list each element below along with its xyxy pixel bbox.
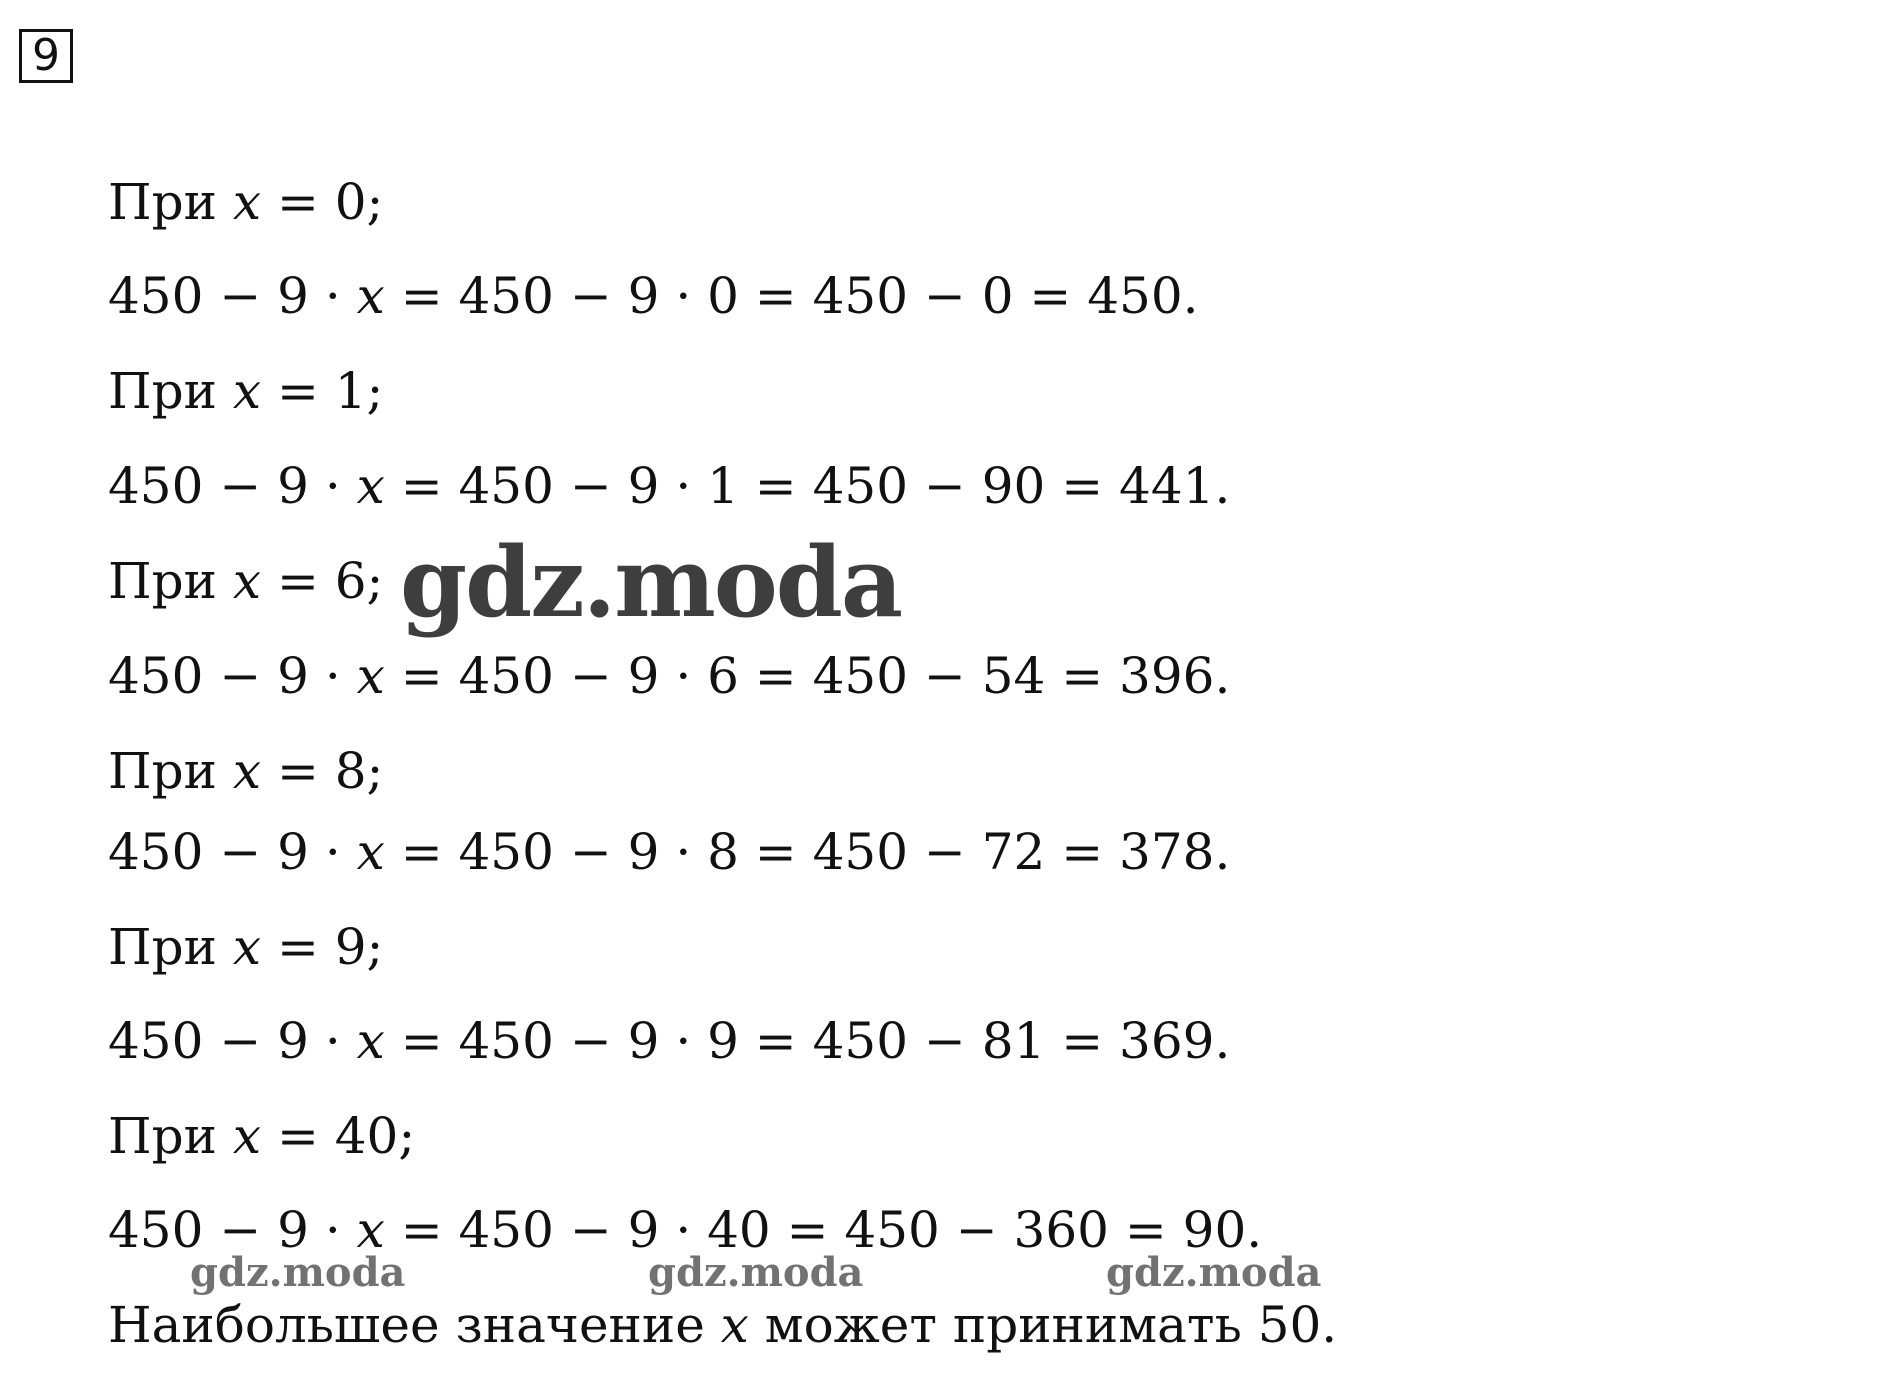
line-text-post: = 8; (261, 742, 384, 800)
line-text-pre: 450 − 9 · (108, 457, 357, 515)
variable-x: x (232, 552, 262, 610)
watermark-main: gdz.moda (400, 526, 902, 639)
solution-line-13 (108, 1295, 1337, 1355)
solution-line-2 (108, 266, 1199, 326)
line-text-post: = 450 − 9 · 40 = 450 − 360 = 90. (384, 1201, 1263, 1259)
line-text-pre: 450 − 9 · (108, 647, 357, 705)
line-text-post: = 40; (261, 1107, 416, 1165)
watermark-small-2: gdz.moda (648, 1249, 864, 1296)
line-text-pre: При (108, 742, 233, 800)
variable-x: x (232, 918, 262, 976)
line-text-post: = 450 − 9 · 6 = 450 − 54 = 396. (384, 647, 1231, 705)
solution-line-7 (108, 741, 383, 801)
line-text-pre: 450 − 9 · (108, 1201, 357, 1259)
solution-line-1 (108, 172, 383, 232)
watermark-small-3: gdz.moda (1106, 1249, 1322, 1296)
line-text-post: = 6; (261, 552, 384, 610)
variable-x: x (720, 1296, 749, 1354)
line-text-pre: 450 − 9 · (108, 1012, 357, 1070)
line-text-pre: При (108, 362, 233, 420)
line-text-post: = 0; (261, 173, 384, 231)
solution-line-11 (108, 1106, 415, 1166)
line-text-pre: При (108, 918, 233, 976)
solution-line-9 (108, 917, 383, 977)
solution-line-10 (108, 1011, 1230, 1071)
line-text-pre: 450 − 9 · (108, 267, 357, 325)
solution-line-8 (108, 822, 1230, 882)
variable-x: x (232, 362, 262, 420)
variable-x: x (232, 1107, 262, 1165)
problem-number-box: 9 (19, 29, 73, 83)
solution-line-3 (108, 361, 383, 421)
variable-x: x (232, 173, 262, 231)
solution-line-6 (108, 646, 1230, 706)
line-text-pre: При (108, 1107, 233, 1165)
variable-x: x (356, 823, 385, 881)
variable-x: x (356, 457, 385, 515)
line-text-post: = 1; (261, 362, 384, 420)
line-text-post: = 450 − 9 · 8 = 450 − 72 = 378. (384, 823, 1231, 881)
variable-x: x (356, 267, 385, 325)
solution-line-5 (108, 551, 383, 611)
line-text-post: может принимать 50. (748, 1296, 1338, 1354)
line-text-pre: Наибольшее значение (108, 1296, 721, 1354)
watermark-small-1: gdz.moda (190, 1249, 406, 1296)
line-text-pre: 450 − 9 · (108, 823, 357, 881)
line-text-post: = 450 − 9 · 1 = 450 − 90 = 441. (384, 457, 1231, 515)
variable-x: x (356, 647, 385, 705)
variable-x: x (232, 742, 262, 800)
line-text-pre: При (108, 173, 233, 231)
line-text-post: = 450 − 9 · 0 = 450 − 0 = 450. (384, 267, 1199, 325)
line-text-post: = 9; (261, 918, 384, 976)
variable-x: x (356, 1201, 385, 1259)
solution-line-4 (108, 456, 1230, 516)
variable-x: x (356, 1012, 385, 1070)
line-text-pre: При (108, 552, 233, 610)
line-text-post: = 450 − 9 · 9 = 450 − 81 = 369. (384, 1012, 1231, 1070)
